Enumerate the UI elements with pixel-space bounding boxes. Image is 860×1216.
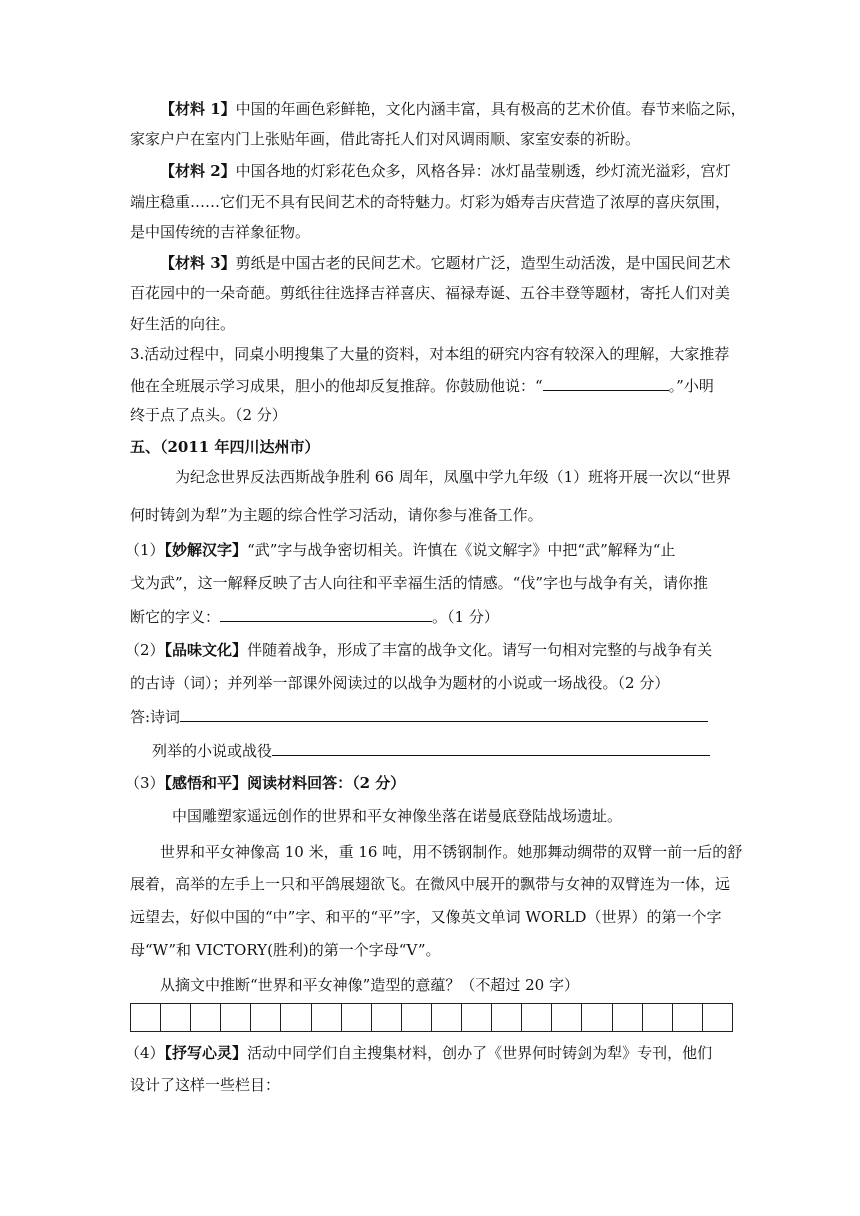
part-2-answer-poem: 答:诗词 [130, 706, 735, 728]
part-3-paragraph-2-line-1: 世界和平女神像高 10 米，重 16 吨，用不锈钢制作。她那舞动绸带的双臂一前一后的舒 [160, 843, 743, 861]
answer-grid-cell[interactable] [673, 1003, 703, 1032]
material-3-line-3: 好生活的向往。 [130, 315, 236, 333]
section-5-intro-line-2: 何时铸剑为犁”为主题的综合性学习活动，请你参与准备工作。 [130, 506, 543, 524]
part-1-line-1: （1）【妙解汉字】“武”字与战争密切相关。许慎在《说文解字》中把“武”解释为“止 [125, 541, 676, 559]
part-3-paragraph-2-line-2: 展着，高举的左手上一只和平鸽展翅欲飞。在微风中展开的飘带与女神的双臂连为一体，远 [130, 875, 731, 893]
part-4-line-2: 设计了这样一些栏目： [130, 1076, 281, 1094]
section-5-intro-line-1: 为纪念世界反法西斯战争胜利 66 周年，凤凰中学九年级（1）班将开展一次以“世界 [175, 468, 731, 486]
material-1-line-1: 【材料 1】中国的年画色彩鲜艳，文化内涵丰富，具有极高的艺术价值。春节来临之际， [160, 100, 746, 118]
section-5-heading: 五、（2011 年四川达州市） [130, 438, 320, 456]
answer-grid-cell[interactable] [402, 1003, 432, 1032]
answer-grid-cell[interactable] [582, 1003, 612, 1032]
answer-blank[interactable] [180, 706, 708, 722]
answer-grid-cell[interactable] [281, 1003, 311, 1032]
answer-grid-cell[interactable] [462, 1003, 492, 1032]
answer-grid-cell[interactable] [131, 1003, 161, 1032]
material-2-line-1: 【材料 2】中国各地的灯彩花色众多，风格各异：冰灯晶莹剔透，纱灯流光溢彩，宫灯 [160, 162, 731, 180]
answer-blank[interactable] [272, 740, 710, 756]
answer-grid-cell[interactable] [522, 1003, 552, 1032]
part-3-question: 从摘文中推断“世界和平女神像”造型的意蕴？（不超过 20 字） [160, 976, 579, 994]
answer-grid-cell[interactable] [492, 1003, 522, 1032]
answer-grid[interactable] [130, 1003, 733, 1032]
answer-blank[interactable] [543, 375, 669, 391]
part-2-line-2: 的古诗（词）；并列举一部课外阅读过的以战争为题材的小说或一场战役。（2 分） [130, 674, 670, 692]
answer-grid-cell[interactable] [251, 1003, 281, 1032]
answer-grid-cell[interactable] [191, 1003, 221, 1032]
answer-grid-cell[interactable] [312, 1003, 342, 1032]
material-1-line-2: 家家户户在室内门上张贴年画，借此寄托人们对风调雨顺、家室安泰的祈盼。 [130, 130, 641, 148]
question-3-line-2: 他在全班展示学习成果，胆小的他却反复推辞。你鼓励他说：“ 。”小明 [130, 377, 714, 395]
part-3-paragraph-2-line-3: 远望去，好似中国的“中”字、和平的“平”字，又像英文单词 WORLD（世界）的第一个字 [130, 908, 722, 926]
material-2-line-3: 是中国传统的吉祥象征物。 [130, 223, 311, 241]
part-4-line-1: （4）【抒写心灵】活动中同学们自主搜集材料，创办了《世界何时铸剑为犁》专刊，他们 [125, 1044, 713, 1062]
part-2-answer-battle: 列举的小说或战役 [152, 740, 757, 762]
part-3-paragraph-2-line-4: 母“W”和 VICTORY(胜利)的第一个字母“V”。 [130, 941, 441, 959]
question-3-line-1: 3.活动过程中，同桌小明搜集了大量的资料，对本组的研究内容有较深入的理解，大家推荐 [130, 345, 730, 363]
answer-blank[interactable] [220, 606, 432, 622]
material-3-line-2: 百花园中的一朵奇葩。剪纸往往选择吉祥喜庆、福禄寿诞、五谷丰登等题材，寄托人们对美 [130, 284, 731, 302]
answer-grid-cell[interactable] [643, 1003, 673, 1032]
part-1-line-2: 戈为武”，这一解释反映了古人向往和平幸福生活的情感。“伐”字也与战争有关，请你推 [130, 574, 709, 592]
part-1-line-3: 断它的字义： 。（1 分） [130, 608, 499, 626]
material-2-line-2: 端庄稳重……它们无不具有民间艺术的奇特魅力。灯彩为婚寿吉庆营造了浓厚的喜庆氛围， [130, 193, 731, 211]
answer-grid-cell[interactable] [342, 1003, 372, 1032]
answer-grid-cell[interactable] [703, 1003, 733, 1032]
answer-grid-cell[interactable] [613, 1003, 643, 1032]
answer-grid-cell[interactable] [372, 1003, 402, 1032]
question-3-line-3: 终于点了点头。（2 分） [130, 406, 287, 424]
answer-grid-cell[interactable] [432, 1003, 462, 1032]
answer-grid-cell[interactable] [552, 1003, 582, 1032]
part-3-line-1: （3）【感悟和平】阅读材料回答：（2 分） [125, 774, 406, 792]
material-3-line-1: 【材料 3】剪纸是中国古老的民间艺术。它题材广泛，造型生动活泼，是中国民间艺术 [160, 254, 731, 272]
answer-grid-cell[interactable] [161, 1003, 191, 1032]
part-3-paragraph-1: 中国雕塑家遥远创作的世界和平女神像坐落在诺曼底登陆战场遗址。 [172, 807, 623, 825]
answer-grid-cell[interactable] [221, 1003, 251, 1032]
part-2-line-1: （2）【品味文化】伴随着战争，形成了丰富的战争文化。请写一句相对完整的与战争有关 [125, 641, 713, 659]
